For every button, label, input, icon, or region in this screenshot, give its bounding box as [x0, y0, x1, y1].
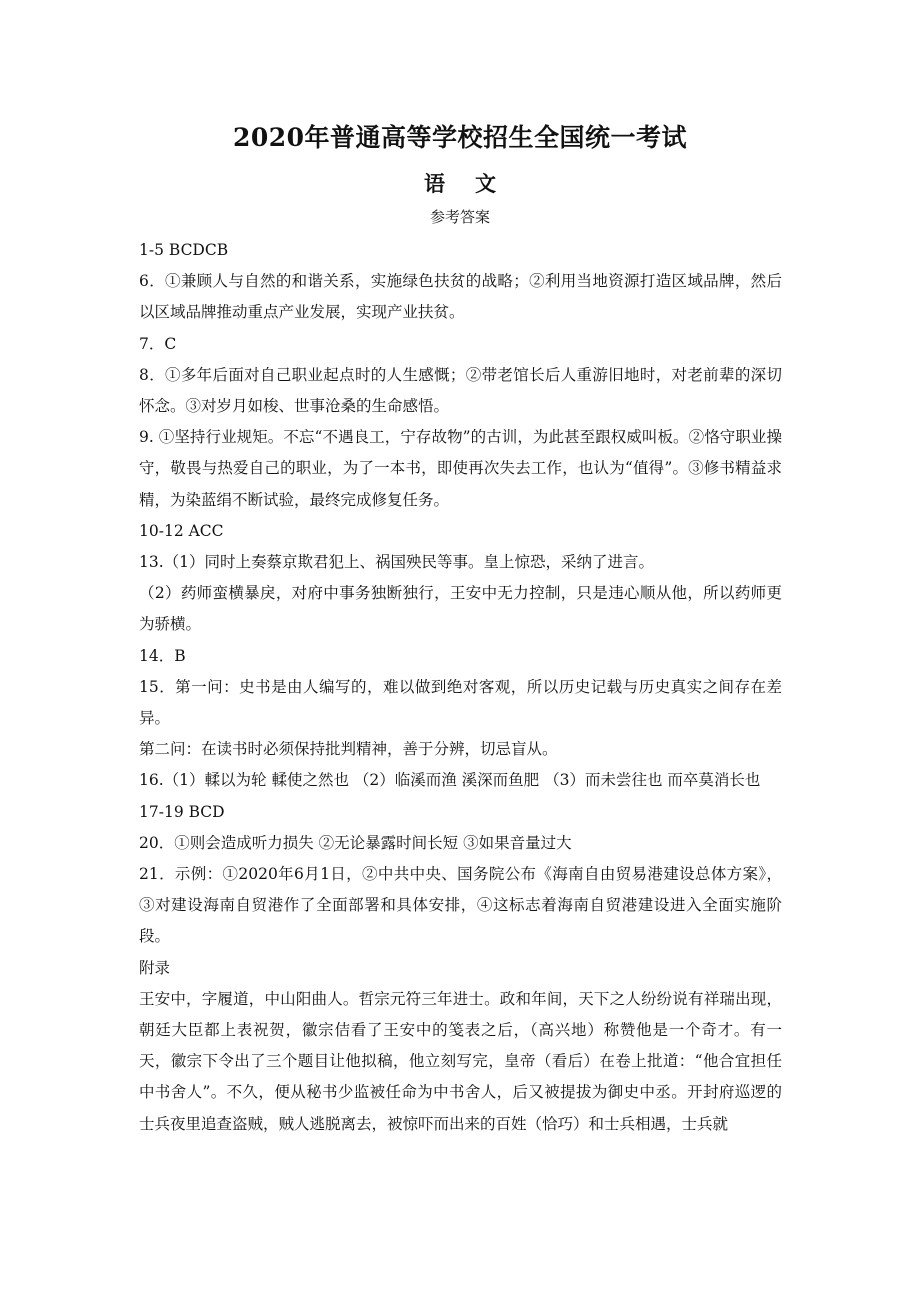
answer-line: 13.（1）同时上奏蔡京欺君犯上、祸国殃民等事。皇上惊恐，采纳了进言。: [139, 553, 655, 572]
answer-line: 15．第一问：史书是由人编写的，难以做到绝对客观，所以历史记载与历史真实之间存在差异。: [139, 677, 782, 728]
answer-line: 6．①兼顾人与自然的和谐关系，实施绿色扶贫的战略；②利用当地资源打造区域品牌，然后以区域品牌推动重点产业发展，实现产业扶贫。: [139, 272, 782, 322]
answer-line: 8．①多年后面对自己职业起点时的人生感慨；②带老馆长后人重游旧地时，对老前辈的深切怀念。③对岁月如梭、世事沧桑的生命感悟。: [139, 365, 782, 416]
answer-line: 14．B: [139, 646, 186, 665]
answer-line: 20．①则会造成听力损失 ②无论暴露时间长短 ③如果音量过大: [139, 833, 572, 852]
page-title: 2020年普通高等学校招生全国统一考试: [232, 123, 688, 152]
answer-line: 1-5 BCDCB: [139, 241, 229, 259]
answer-line: 9. ①坚持行业规矩。不忘“不遇良工，宁存故物”的古训，为此甚至跟权威叫板。②恪守职业操守，敬畏与热爱自己的职业，为了一本书，即使再次失去工作，也认为“值得”。③修书精益求精，为染蓝绢不断试验，最终完成修复任务。: [139, 428, 782, 509]
answer-line: 16.（1）輮以为轮 輮使之然也 （2）临溪而渔 溪深而鱼肥 （3）而未尝往也 而卒莫消长也: [139, 771, 761, 790]
answer-line: 17-19 BCD: [139, 802, 225, 821]
answer-line: 第二问：在读书时必须保持批判精神，善于分辨，切忌盲从。: [139, 740, 558, 759]
answer-line: （2）药师蛮横暴戾，对府中事务独断独行，王安中无力控制，只是违心顺从他，所以药师更为骄横。: [139, 584, 782, 634]
appendix-text: 王安中，字履道，中山阳曲人。哲宗元符三年进士。政和年间，天下之人纷纷说有祥瑞出现，朝廷大臣都上表祝贺，徽宗佶看了王安中的笺表之后，（高兴地）称赞他是一个奇才。有一天，徽宗下令出了三个题目让他拟稿，他立刻写完，皇帝（看后）在卷上批道：“他合宜担任中书舍人”。不久，便从秘书少监被任命为中书舍人，后又被提拔为御史中丞。开封府巡逻的士兵夜里追查盗贼，贼人逃脱离去，被惊吓而出来的百姓（恰巧）和士兵相遇，士兵就: [139, 989, 782, 1133]
answer-key-label: 参考答案: [429, 208, 490, 226]
answer-line: 21．示例：①2020年6月1日，②中共中央、国务院公布《海南自由贸易港建设总体方案》，③对建设海南自贸港作了全面部署和具体安排，④这标志着海南自贸港建设进入全面实施阶段。: [139, 865, 782, 946]
answer-line: 10-12 ACC: [139, 521, 224, 540]
answer-content: [139, 235, 782, 1140]
appendix-heading: 附录: [139, 958, 171, 977]
subject-heading: 语文: [424, 171, 526, 196]
answer-line: 7．C: [139, 334, 177, 353]
